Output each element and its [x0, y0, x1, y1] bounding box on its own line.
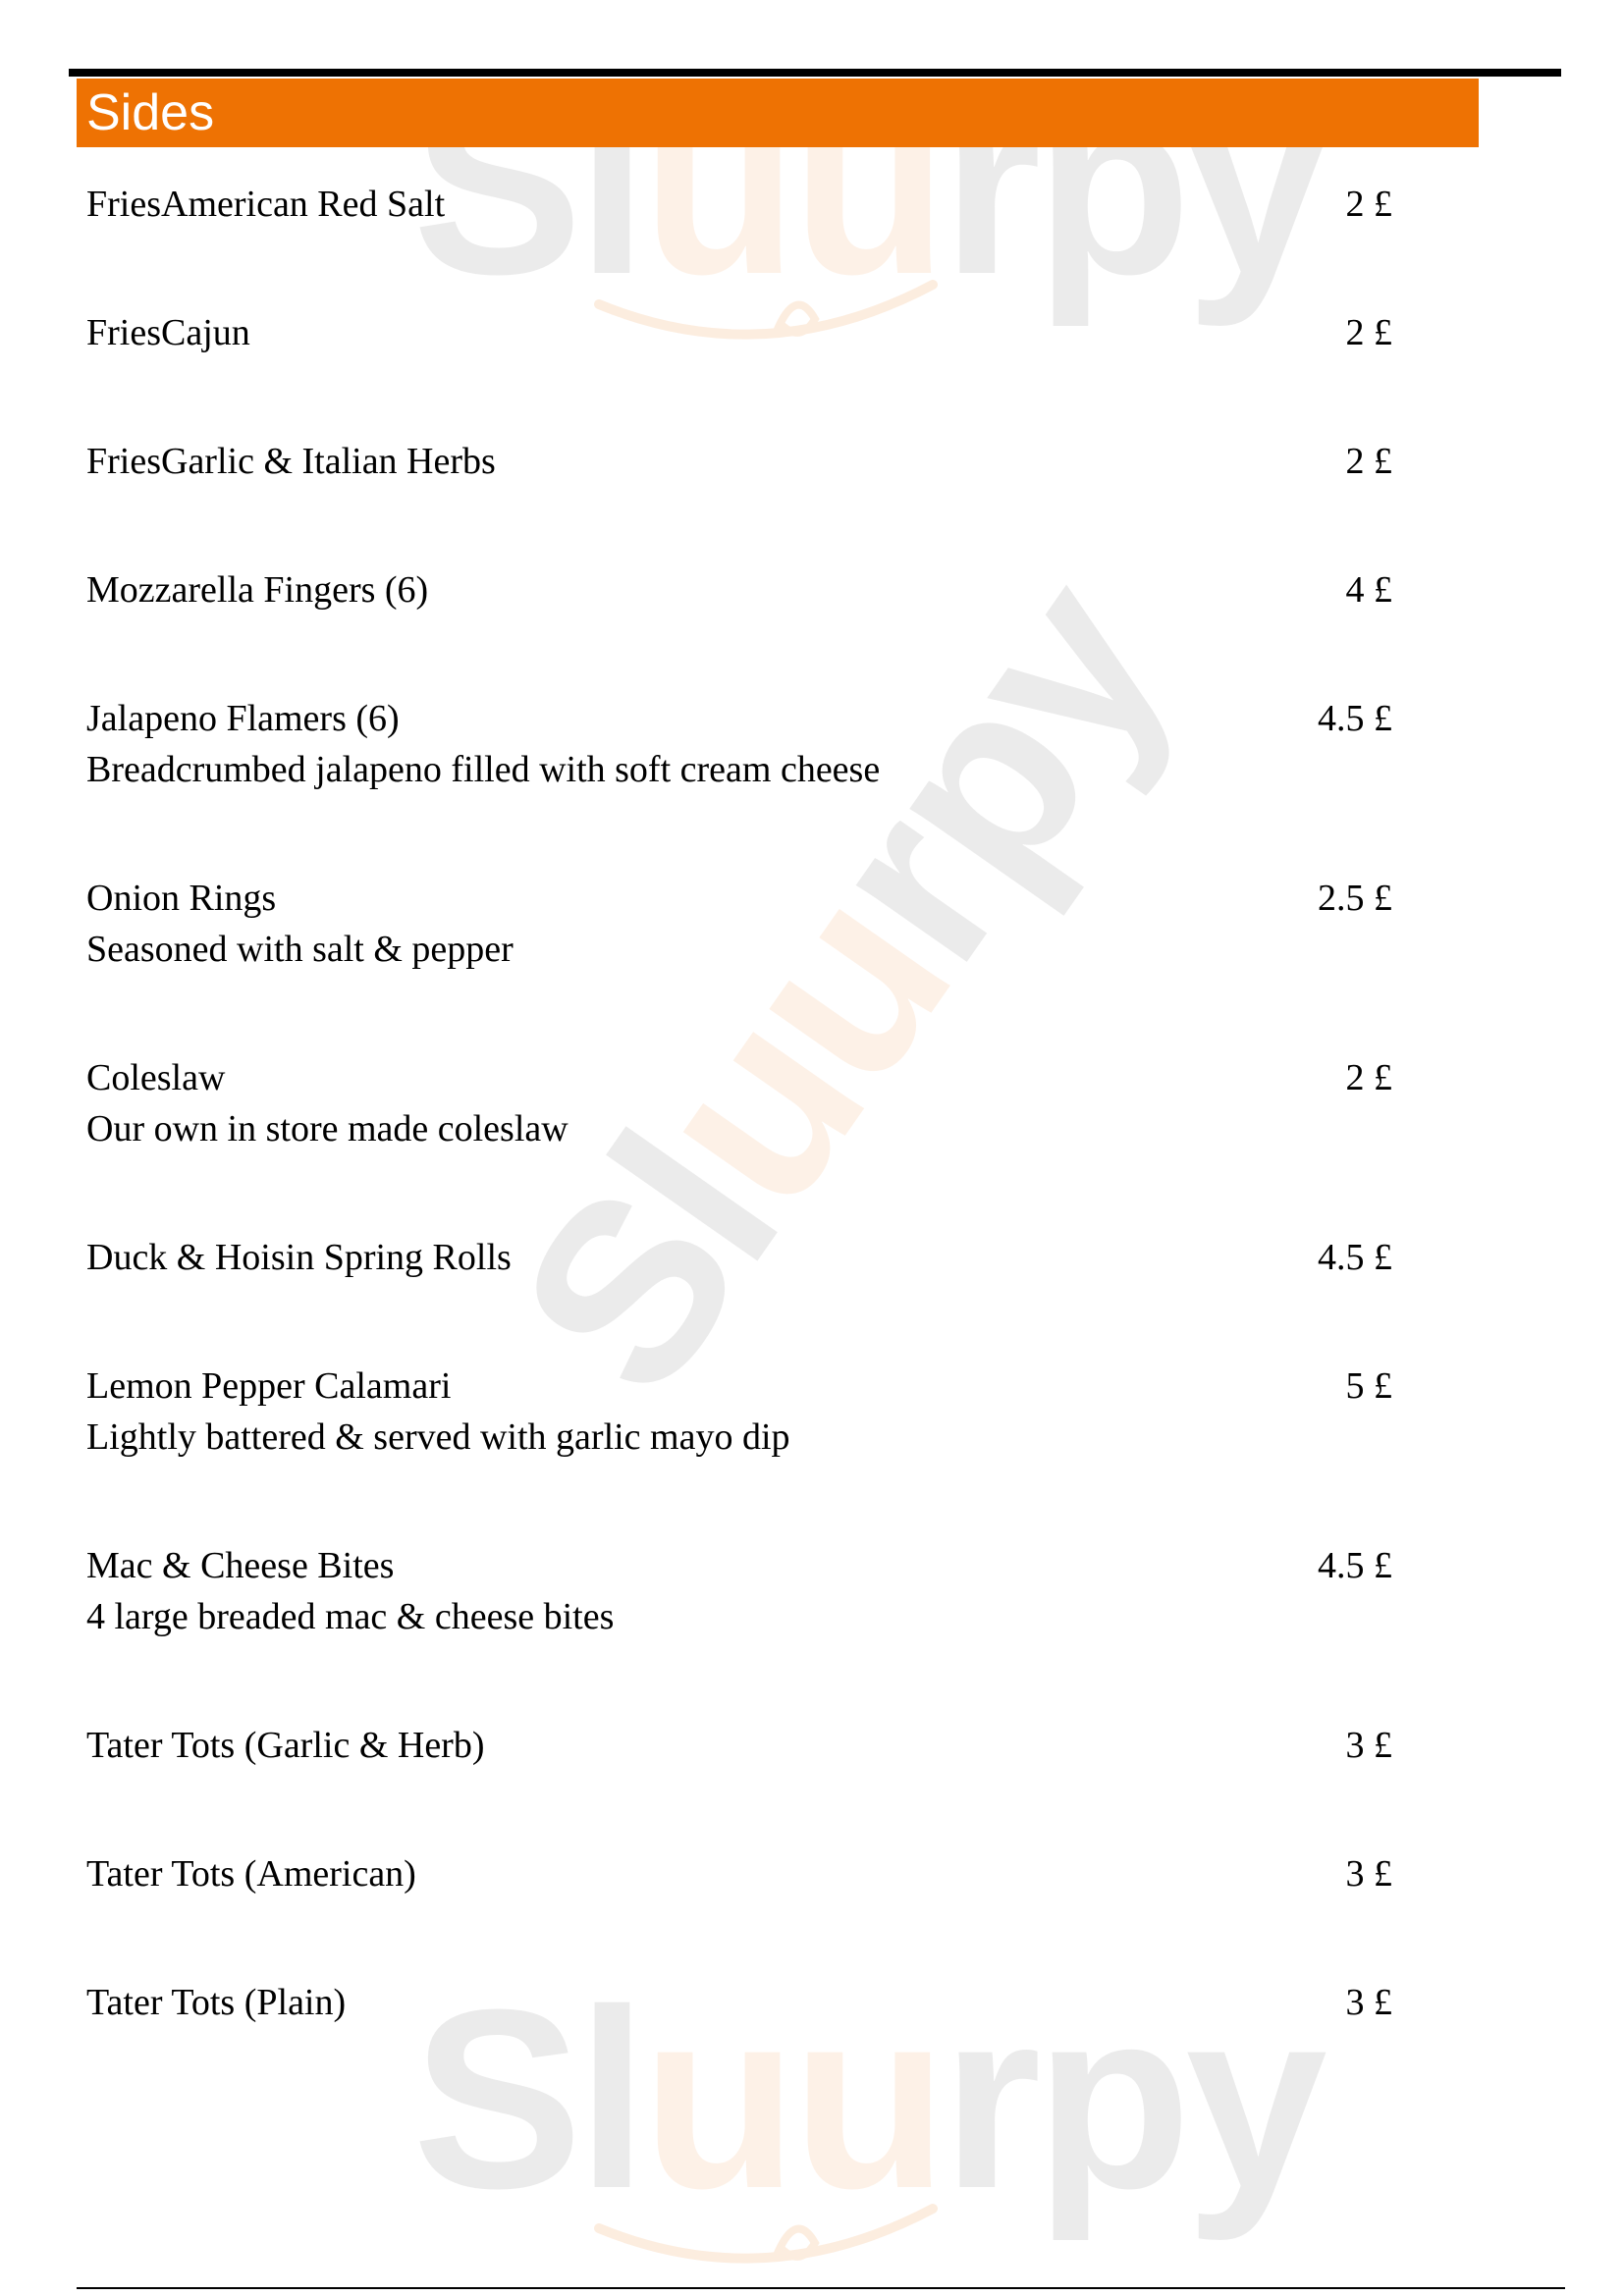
- menu-item-mozzarella-fingers: [86, 564, 1392, 615]
- item-name: Duck & Hoisin Spring Rolls: [86, 1237, 512, 1278]
- menu-item-onion-rings: [86, 873, 1392, 975]
- menu-item-tater-tots-plain: [86, 1977, 1392, 2028]
- watermark-text-end: rpy: [942, 1957, 1322, 2242]
- watermark-text-end: rpy: [768, 533, 1219, 1008]
- item-name: FriesAmerican Red Salt: [86, 184, 446, 225]
- item-name: Tater Tots (American): [86, 1853, 416, 1895]
- item-price: 2.5 £: [1318, 878, 1392, 919]
- item-price: 2 £: [1345, 1057, 1392, 1098]
- menu-item-mac-cheese-bites: [86, 1540, 1392, 1642]
- menu-item-duck-hoisin-spring-rolls: [86, 1232, 1392, 1283]
- watermark-text-start: Sl: [464, 1090, 830, 1442]
- item-price: 5 £: [1345, 1365, 1392, 1407]
- menu-item-fries-garlic-italian-herbs: [86, 436, 1392, 487]
- item-price: 3 £: [1345, 1982, 1392, 2023]
- menu-item-tater-tots-american: [86, 1848, 1392, 1899]
- item-description: Seasoned with salt & pepper: [86, 929, 514, 970]
- watermark-text-start: Sl: [412, 43, 642, 328]
- item-name: Mac & Cheese Bites: [86, 1545, 395, 1586]
- watermark-text-start: Sl: [412, 1957, 642, 2242]
- item-name: Onion Rings: [86, 878, 277, 919]
- menu-item-fries-american-red-salt: [86, 179, 1392, 230]
- bottom-rule: [77, 2287, 1565, 2289]
- item-price: 3 £: [1345, 1725, 1392, 1766]
- watermark-text-middle: uu: [641, 43, 943, 328]
- item-description: Lightly battered & served with garlic mayo dip: [86, 1416, 790, 1458]
- item-name: Tater Tots (Plain): [86, 1982, 347, 2023]
- watermark-text-middle: uu: [641, 1957, 943, 2242]
- watermark-text-end: rpy: [942, 43, 1322, 328]
- watermark-text-middle: uu: [596, 844, 1002, 1255]
- menu-item-fries-cajun: [86, 307, 1392, 358]
- item-name: FriesCajun: [86, 312, 250, 353]
- menu-item-coleslaw: [86, 1052, 1392, 1154]
- item-description: 4 large breaded mac & cheese bites: [86, 1596, 615, 1637]
- item-name: FriesGarlic & Italian Herbs: [86, 441, 496, 482]
- item-price: 2 £: [1345, 184, 1392, 225]
- item-price: 2 £: [1345, 312, 1392, 353]
- item-name: Tater Tots (Garlic & Herb): [86, 1725, 485, 1766]
- item-description: Our own in store made coleslaw: [86, 1108, 568, 1149]
- item-price: 2 £: [1345, 441, 1392, 482]
- menu-item-lemon-pepper-calamari: [86, 1361, 1392, 1463]
- item-name: Jalapeno Flamers (6): [86, 698, 400, 739]
- item-price: 4.5 £: [1318, 1545, 1392, 1586]
- item-price: 4.5 £: [1318, 1237, 1392, 1278]
- item-name: Coleslaw: [86, 1057, 226, 1098]
- item-name: Lemon Pepper Calamari: [86, 1365, 452, 1407]
- item-description: Breadcrumbed jalapeno filled with soft cream cheese: [86, 749, 881, 790]
- item-price: 4.5 £: [1318, 698, 1392, 739]
- item-price: 3 £: [1345, 1853, 1392, 1895]
- menu-item-tater-tots-garlic-herb: [86, 1720, 1392, 1771]
- menu-item-jalapeno-flamers: [86, 693, 1392, 795]
- item-price: 4 £: [1345, 569, 1392, 611]
- item-name: Mozzarella Fingers (6): [86, 569, 429, 611]
- section-title: Sides: [86, 84, 215, 141]
